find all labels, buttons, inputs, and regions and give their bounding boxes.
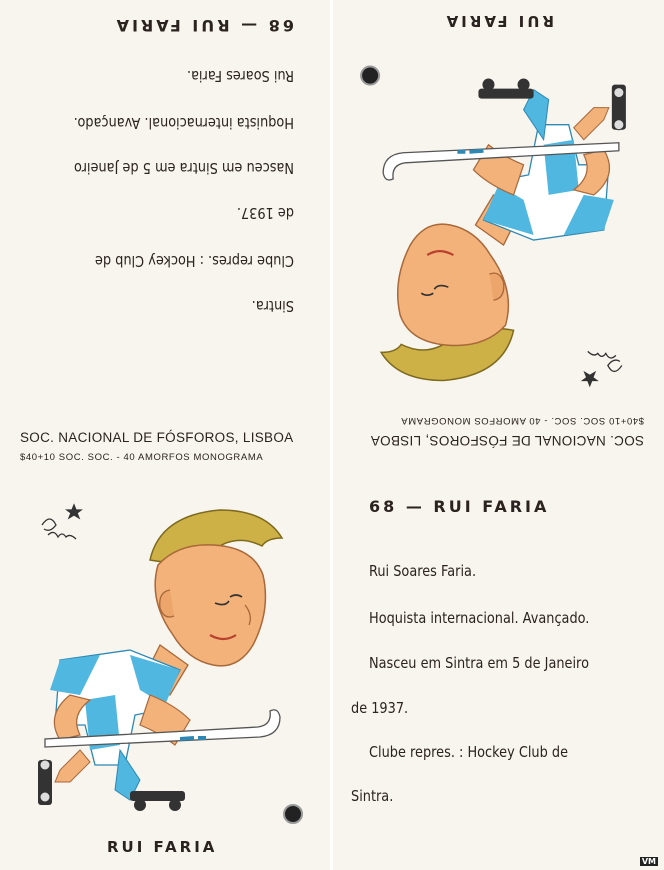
right-bio-line-2: Hoquista internacional. Avançado. [369, 609, 590, 627]
watermark: VM [641, 857, 656, 866]
left-bio-line-4: de 1937. [236, 204, 294, 222]
left-card [0, 0, 330, 870]
right-series-line: $40+10 SOC. SOC. - 40 AMORFOS MONOGRAMA [400, 415, 644, 426]
left-bio-line-1: Rui Soares Faria. [186, 67, 294, 85]
left-bio-line-5: Clube repres. : Hockey Club de [94, 252, 294, 270]
right-bio-line-4: de 1937. [351, 699, 409, 717]
hockey-player-illustration-flipped [333, 35, 664, 415]
hockey-ball-icon [284, 805, 302, 823]
left-company-name: SOC. NACIONAL DE FÓSFOROS, LISBOA [20, 430, 294, 445]
right-bio-line-6: Sintra. [351, 787, 394, 805]
right-header-name: RUI FARIA [443, 12, 554, 30]
right-card [333, 0, 664, 870]
left-bio-line-3: Nasceu em Sintra em 5 de Janeiro [74, 159, 294, 177]
right-bio-line-5: Clube repres. : Hockey Club de [369, 743, 569, 761]
left-bio-line-2: Hoquista internacional. Avançado. [73, 114, 294, 132]
artist-signature [42, 505, 81, 539]
artist-signature [583, 351, 622, 385]
roller-skate-icon [38, 760, 185, 811]
left-bio-line-6: Sintra. [251, 297, 294, 315]
left-bio-heading: 68 — RUI FARIA [113, 16, 294, 35]
hockey-ball-icon [361, 67, 379, 85]
right-bio-line-3: Nasceu em Sintra em 5 de Janeiro [369, 654, 589, 672]
left-footer-name: RUI FARIA [107, 838, 218, 856]
right-upside-panel [333, 0, 664, 450]
right-bio-line-1: Rui Soares Faria. [369, 562, 477, 580]
right-bio-heading: 68 — RUI FARIA [369, 497, 550, 516]
hockey-player-illustration [0, 495, 330, 835]
left-series-line: $40+10 SOC. SOC. - 40 AMORFOS MONOGRAMA [20, 452, 264, 463]
roller-skate-icon [478, 79, 625, 130]
left-bio-panel [0, 0, 330, 390]
right-company-name: SOC. NACIONAL DE FÓSFOROS, LISBOA [370, 433, 644, 448]
